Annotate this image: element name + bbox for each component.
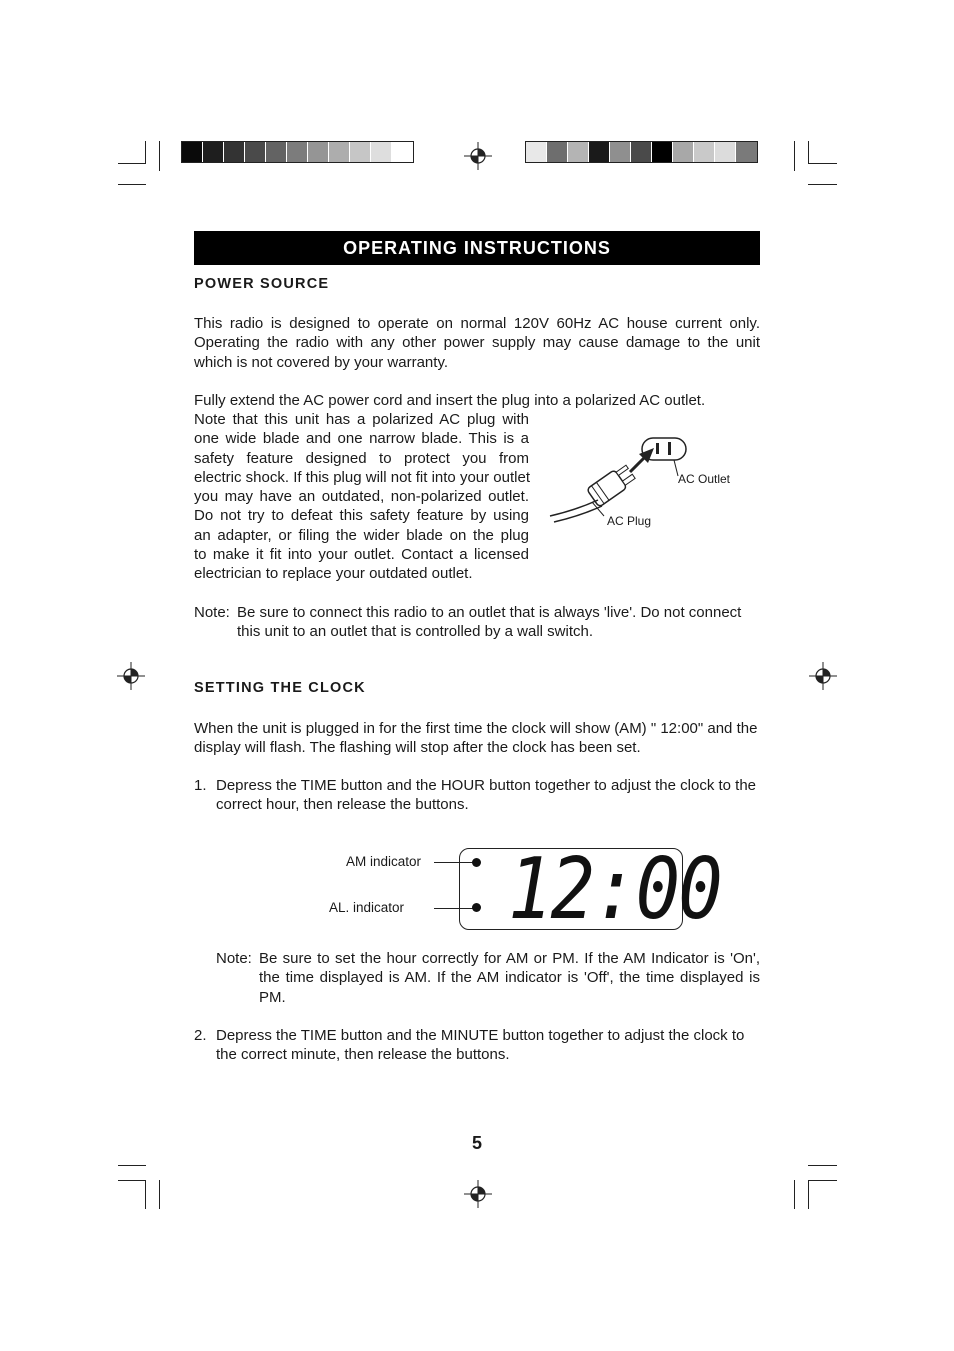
paragraph-line: Note that this unit has a polarized AC plug with <box>194 411 529 428</box>
am-indicator-label: AM indicator <box>346 854 422 869</box>
registration-mark-icon <box>464 142 492 170</box>
step-number: 1. <box>194 777 207 794</box>
color-swatch <box>371 142 392 162</box>
step-text: Depress the TIME button and the HOUR button together to adjust the clock to the correct hour, then release the buttons. <box>216 777 757 814</box>
color-swatch <box>547 142 568 162</box>
crop-mark <box>808 1165 837 1166</box>
color-swatch <box>182 142 203 162</box>
color-swatch <box>694 142 715 162</box>
clock-display <box>459 839 721 939</box>
al-indicator-label: AL. indicator <box>329 900 405 915</box>
color-swatch <box>610 142 631 162</box>
section-title-setting-clock: SETTING THE CLOCK <box>194 680 366 696</box>
clock-note <box>216 949 760 1009</box>
ac-outlet-label: AC Outlet <box>678 472 731 486</box>
crop-mark <box>118 1180 146 1181</box>
crop-mark <box>145 1180 146 1209</box>
color-swatch <box>392 142 413 162</box>
color-swatch <box>203 142 224 162</box>
registration-mark-icon <box>117 662 145 690</box>
color-calibration-bar-left <box>181 141 414 163</box>
clock-intro-paragraph: When the unit is plugged in for the first time the clock will show (AM) " 12:00" and the display will flash. The flashing will stop after the clock has been set. <box>194 720 758 757</box>
color-swatch <box>652 142 673 162</box>
paragraph-line: an adapter, or filing the wider blade on the plug <box>194 526 529 544</box>
color-swatch <box>245 142 266 162</box>
paragraph-line: you may have an outdated, non-polarized outlet. <box>194 488 529 506</box>
crop-mark <box>808 184 837 185</box>
note-label: Note: <box>194 604 230 621</box>
color-swatch <box>350 142 371 162</box>
clock-time-readout: 12:00 <box>508 839 721 939</box>
power-source-paragraph: This radio is designed to operate on normal 120V 60Hz AC house current only. Operating the radio with any other power supply may cause damage to the unit which is not covered by your warranty. <box>194 315 760 371</box>
crop-mark <box>159 141 160 171</box>
note-label: Note: <box>216 950 252 967</box>
registration-mark-icon <box>464 1180 492 1208</box>
crop-mark <box>808 141 809 164</box>
crop-mark <box>145 141 146 164</box>
color-calibration-bar-right <box>525 141 758 163</box>
paragraph-line: one wide blade and one narrow blade. This is a <box>194 430 529 448</box>
ac-plug-label: AC Plug <box>607 514 652 528</box>
crop-mark <box>794 141 795 171</box>
page-title: OPERATING INSTRUCTIONS <box>343 237 611 258</box>
paragraph-line: safety feature designed to protect you from <box>194 449 529 467</box>
crop-mark <box>159 1180 160 1209</box>
color-swatch <box>287 142 308 162</box>
color-swatch <box>266 142 287 162</box>
paragraph-line: Do not try to defeat this safety feature by using <box>194 507 529 525</box>
paragraph-line: electric shock. If this plug will not fit into your outlet <box>194 468 530 486</box>
color-swatch <box>589 142 610 162</box>
crop-mark <box>808 1180 809 1209</box>
ac-plug-diagram <box>546 434 766 534</box>
paragraph-line: electrician to replace your outdated outlet. <box>194 565 473 583</box>
section-title-power-source: POWER SOURCE <box>194 276 330 292</box>
color-swatch <box>631 142 652 162</box>
color-swatch <box>526 142 547 162</box>
step-number: 2. <box>194 1027 207 1044</box>
color-swatch <box>673 142 694 162</box>
crop-mark <box>118 184 146 185</box>
color-swatch <box>329 142 350 162</box>
color-swatch <box>568 142 589 162</box>
note-text: Be sure to set the hour correctly for AM or PM. If the AM Indicator is 'On', the time displayed is AM. If the AM indicator is 'Off', the time displayed is PM. <box>259 950 760 1006</box>
crop-mark <box>118 163 146 164</box>
power-source-plug-line: Fully extend the AC power cord and insert the plug into a polarized AC outlet. <box>194 392 706 409</box>
power-source-note <box>194 603 760 643</box>
color-swatch <box>308 142 329 162</box>
crop-mark <box>808 1180 837 1181</box>
crop-mark <box>808 163 837 164</box>
registration-mark-icon <box>809 662 837 690</box>
step-text: Depress the TIME button and the MINUTE button together to adjust the clock to the correct minute, then release the buttons. <box>216 1027 745 1064</box>
color-swatch <box>736 142 757 162</box>
page-number: 5 <box>471 1133 482 1153</box>
page-header <box>194 231 760 265</box>
am-indicator-dot <box>472 858 481 867</box>
polarized-plug-paragraph <box>194 410 529 584</box>
paragraph-line: to make it fit into your outlet. Contact a licensed <box>194 546 529 564</box>
note-text: Be sure to connect this radio to an outlet that is always 'live'. Do not connect this unit to an outlet that is controlled by a wall switch. <box>237 604 742 641</box>
color-swatch <box>224 142 245 162</box>
crop-mark <box>118 1165 146 1166</box>
color-swatch <box>715 142 736 162</box>
al-indicator-dot <box>472 903 481 912</box>
crop-mark <box>794 1180 795 1209</box>
